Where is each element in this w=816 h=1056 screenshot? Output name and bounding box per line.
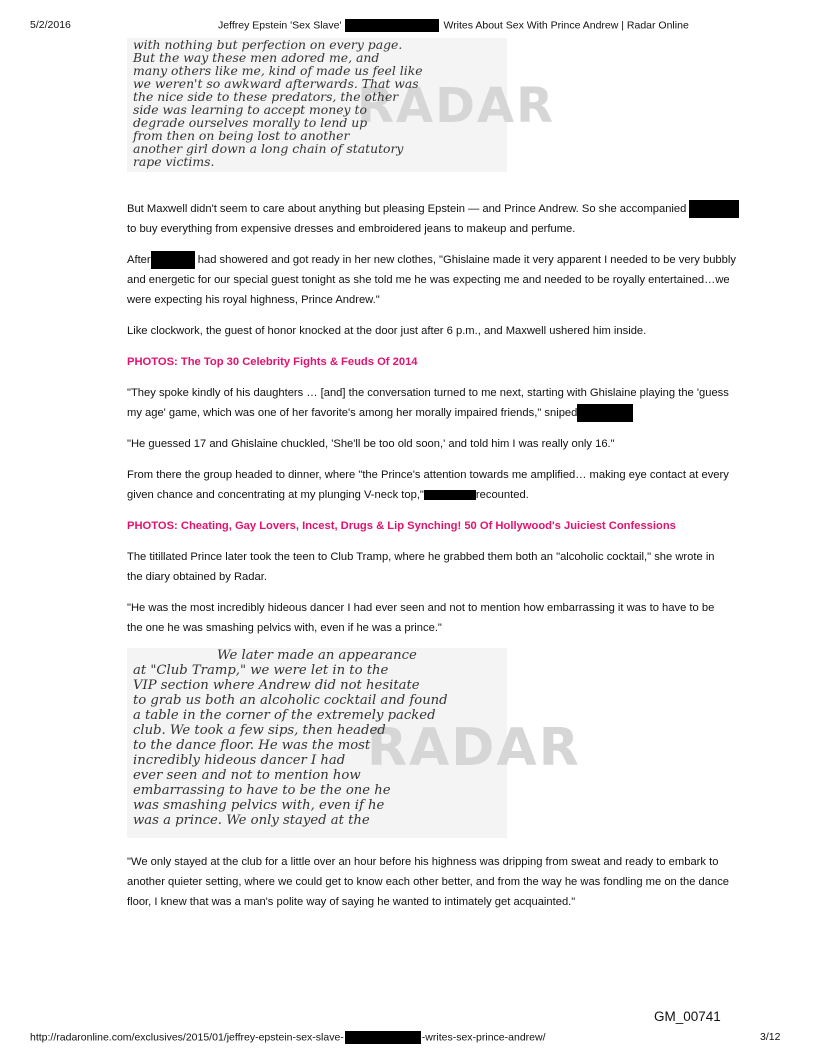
handwriting-line: with nothing but perfection on every page. [133,37,403,52]
handwriting-line: incredibly hideous dancer I had [133,753,346,768]
handwriting-line: to grab us both an alcoholic cocktail and found [133,693,448,708]
handwriting-line: was smashing pelvics with, even if he [133,798,385,813]
photos-link-celebrity-fights[interactable]: PHOTOS: The Top 30 Celebrity Fights & Feuds Of 2014 [127,356,418,368]
paragraph [127,852,757,912]
handwriting-line: side was learning to accept money to [133,102,367,117]
paragraph-text: recounted. [475,489,529,501]
handwriting-line: ever seen and not to mention how [133,768,361,783]
handwriting-line: We later made an appearance [217,648,417,663]
radar-watermark: RADAR [357,78,556,134]
handwriting-line: at "Club Tramp," we were let in to the [133,663,389,678]
paragraph-text: the diary obtained by Radar. [127,571,267,583]
paragraph [127,598,757,638]
handwriting-line: a table in the corner of the extremely packed [133,708,436,723]
handwritten-diary-excerpt-2 [127,648,581,838]
paragraph [127,383,757,423]
handwriting-line: embarrassing to have to be the one he [133,783,391,798]
paragraph-text: and energetic for our special guest tonight as she told me he was expecting me and needed to be royally entertained…we [127,274,730,286]
handwriting-line: the nice side to these predators, the other [133,89,399,104]
paragraph: "He guessed 17 and Ghislaine chuckled, 'She'll be too old soon,' and told him I was really only 16." [127,438,615,450]
page-title [218,19,689,32]
handwriting-line: to the dance floor. He was the most [133,738,371,753]
handwriting-line: degrade ourselves morally to lend up [133,115,368,130]
radar-watermark: RADAR [367,718,581,778]
print-date: 5/2/2016 [30,19,71,31]
paragraph-text: the one he was smashing pelvics with, even if he was a prince." [127,622,442,634]
redaction-bar [345,19,439,32]
paragraph: Like clockwork, the guest of honor knocked at the door just after 6 p.m., and Maxwell ushered him inside. [127,325,647,337]
paragraph-text: "We only stayed at the club for a little over an hour before his highness was dripping from sweat and ready to embark to [127,856,719,868]
handwriting-line: another girl down a long chain of statutory [133,141,404,156]
redaction-bar [345,1031,421,1044]
paragraph-text: After [127,254,151,266]
redaction-bar [424,490,476,500]
paragraph-text: given chance and concentrating at my plunging V-neck top," [127,489,424,501]
handwriting-line: But the way these men adored me, and [133,50,380,65]
paragraph-text: But Maxwell didn't seem to care about anything but pleasing Epstein — and Prince Andrew. So she accompanied [127,203,687,215]
redaction-bar [151,251,195,269]
related-link[interactable] [127,516,757,536]
handwriting-line: rape victims. [133,154,215,169]
page-url[interactable] [30,1031,546,1044]
photos-link-confessions[interactable]: PHOTOS: Cheating, Gay Lovers, Incest, Drugs & Lip Synching! 50 Of Hollywood's Juiciest Confessions [127,520,676,532]
paragraph [127,250,757,310]
handwriting-line: from then on being lost to another [133,128,350,143]
paragraph-text: were expecting his royal highness, Prince Andrew." [127,294,380,306]
handwriting-line: we weren't so awkward afterwards. That was [133,76,419,91]
paragraph-text: "They spoke kindly of his daughters … [and] the conversation turned to me next, starting with Ghislaine playing the 'guess [127,387,729,399]
related-link[interactable] [127,352,757,372]
paragraph-text: The titillated Prince later took the teen to Club Tramp, where he grabbed them both an "alcoholic cocktail," she wrote in [127,551,715,563]
paragraph-text: From there the group headed to dinner, where "the Prince's attention towards me amplified… making eye contact at every [127,469,729,481]
redaction-bar [577,404,633,422]
paragraph-text: my age' game, which was one of her favorite's among her morally impaired friends," sniped [127,407,578,419]
handwriting-line: VIP section where Andrew did not hesitate [133,678,420,693]
document-id: GM_00741 [654,1009,721,1024]
paragraph-text: "He was the most incredibly hideous dancer I had ever seen and not to mention how embarrassing it was to have to be [127,602,715,614]
page-number: 3/12 [760,1031,781,1043]
handwriting-line: club. We took a few sips, then headed [133,723,386,738]
url-right: -writes-sex-prince-andrew/ [421,1031,546,1044]
paragraph [127,547,757,587]
paragraph [127,199,757,239]
paragraph [127,465,757,505]
paragraph-text: another quieter setting, where we could get to know each other better, and from the way he was fondling me on the dance [127,876,730,888]
paragraph-text: had showered and got ready in her new clothes, "Ghislaine made it very apparent I needed to be very bubbly [197,254,736,266]
handwriting-line: was a prince. We only stayed at the [133,813,370,828]
handwritten-diary-excerpt-1 [127,37,556,172]
redaction-bar [689,200,739,218]
handwriting-line: many others like me, kind of made us feel like [133,63,423,78]
paragraph-text: floor, I knew that was a man's polite way of saying he wanted to intimately get acquainted." [127,896,576,908]
title-left: Jeffrey Epstein 'Sex Slave' [218,19,342,32]
paragraph-text: to buy everything from expensive dresses and embroidered jeans to makeup and perfume. [127,223,576,235]
url-left: http://radaronline.com/exclusives/2015/01/jeffrey-epstein-sex-slave- [30,1031,344,1044]
title-right: Writes About Sex With Prince Andrew | Radar Online [443,19,689,32]
